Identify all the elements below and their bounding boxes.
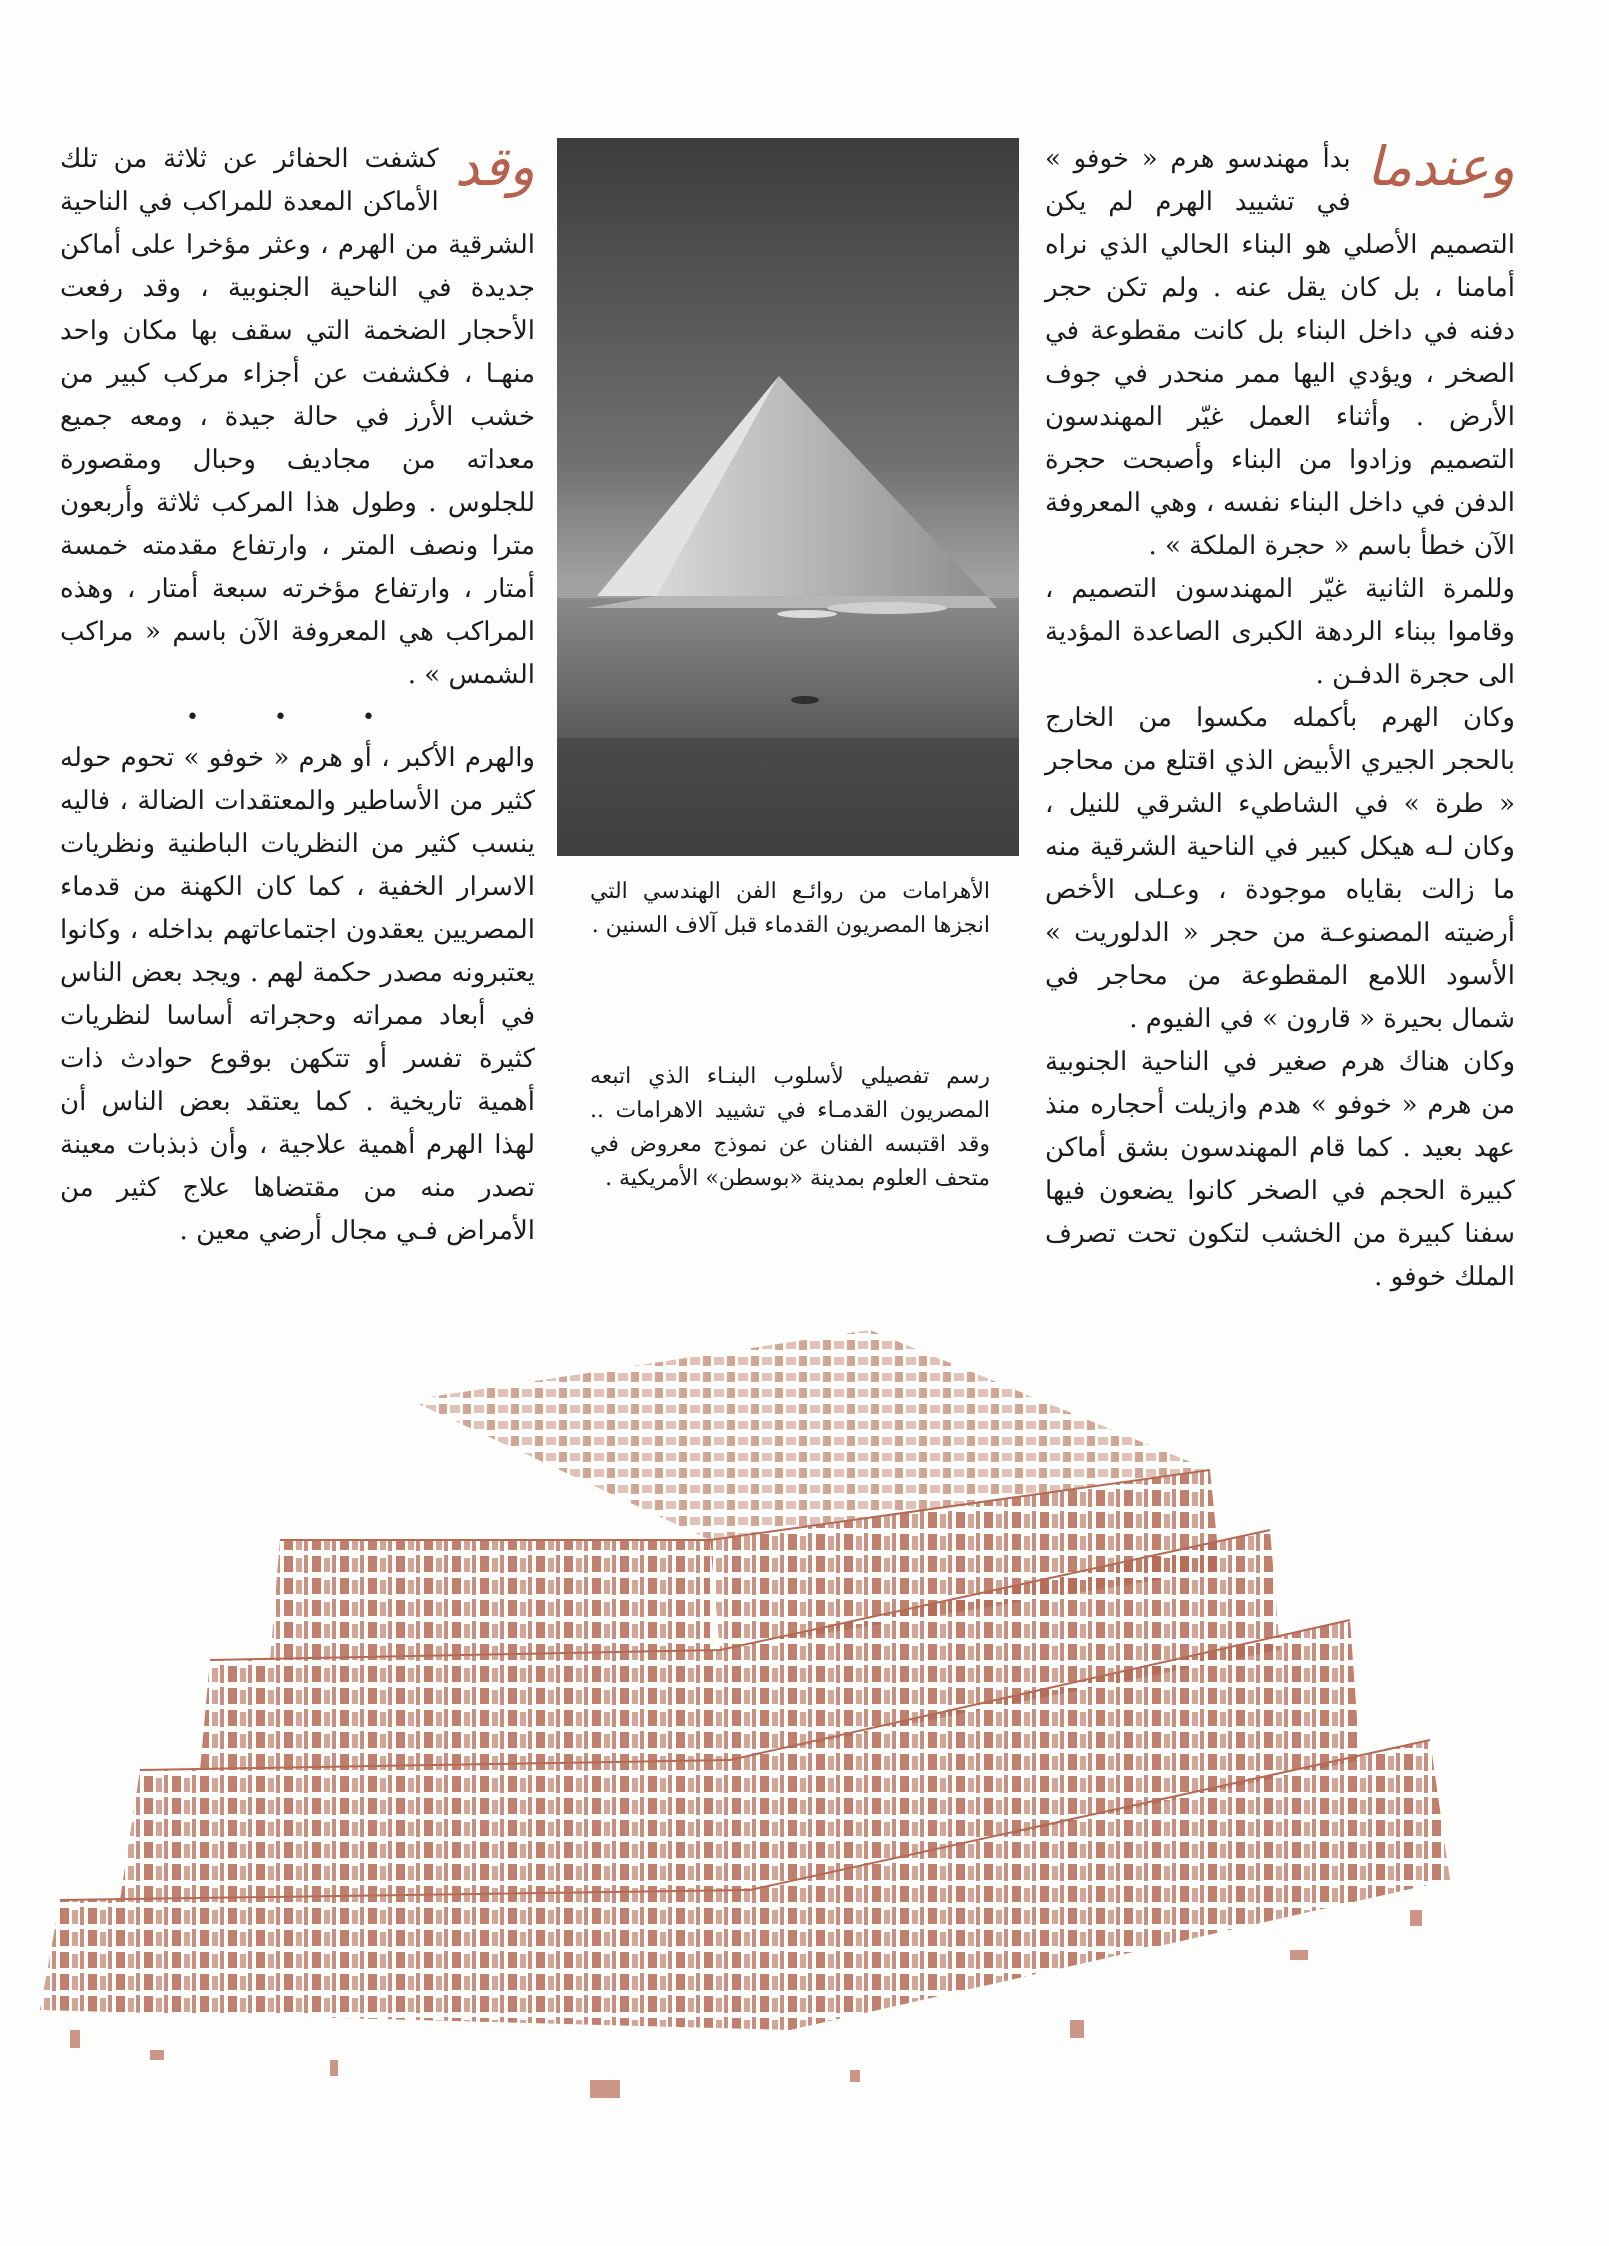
paragraph: وكان الهرم بأكمله مكسوا من الخارج بالحجر الجيري الأبيض الذي اقتلع من محاجر « طرة » في الشاطيء الشرقي للنيل ، وكان لـه هيكل كبير في الناحية الشرقية منه ما زالت بقاياه موجودة ، وعـلى الأخص أرضيته المصنوعـة من حجر « الدلوريت » الأسود اللامع المقطوعة من محاجر في شمال بحيرة « قارون » في الفيوم . [1045, 703, 1515, 1034]
photo-caption: الأهرامات من روائـع الفن الهندسي التي انجزها المصريون القدماء قبل آلاف السنين . [590, 879, 990, 938]
left-text-column [60, 135, 535, 1253]
paragraph: وللمرة الثانية غيّر المهندسون التصميم ، وقاموا ببناء الردهة الكبرى الصاعدة المؤدية الى حجرة الدفـن . [1045, 574, 1515, 690]
paragraph: والهرم الأكبر ، أو هرم « خوفو » تحوم حوله كثير من الأساطير والمعتقدات الضالة ، فاليه ينسب كثير من النظريات الباطنية ونظريات الاسرار الخفية ، كما كان الكهنة من قدماء المصريين يعقدون اجتماعاتهم بداخله ، وكانوا يعتبرونه مصدر حكمة لهم . ويجد بعض الناس في أبعاد ممراته وحجراته أساسا لنظريات كثيرة تفسر أو تتكهن بوقوع حوادث ذات أهمية تاريخية . كما يعتقد بعض الناس أن لهذا الهرم أهمية علاجية ، وأن ذبذبات معينة تصدر منه من مقتضاها علاج كثير من الأمراض فـي مجال أرضي معين . [60, 743, 535, 1246]
drawing-caption: رسم تفصيلي لأسلوب البنـاء الذي اتبعه المصريون القدمـاء في تشييد الاهرامات .. وقد اقتبسه الفنان عن نموذج معروض في متحف العلوم بمدينة «بوسطن» الأمريكية . [590, 1064, 990, 1191]
pyramid-photo [557, 138, 1019, 856]
paragraph: كشفت الحفائر عن ثلاثة من تلك الأماكن المعدة للمراكب في الناحية الشرقية من الهرم ، وعثر مؤخرا على أماكن جديدة في الناحية الجنوبية ، وقد رفعت الأحجار الضخمة التي سقف بها مكان واحد منهـا ، فكشفت عن أجزاء مركب كبير من خشب الأرز في حالة جيدة ، ومعه جميع معداته من مجاديف وحبال ومقصورة للجلوس . وطول هذا المركب ثلاثة وأربعون مترا ونصف المتر ، وارتفاع مقدمته خمسة أمتار ، وارتفاع مؤخرته سبعة أمتار ، وهذه المراكب هي المعروفة الآن باسم « مراكب الشمس » . [60, 144, 535, 690]
separator-dots: • • • [186, 705, 409, 730]
dropcap-left: وقد [454, 135, 535, 198]
pyramid-construction-drawing [30, 1290, 1500, 2190]
dropcap-right: وعندما [1366, 135, 1515, 198]
right-text-column [1045, 135, 1515, 1299]
paragraph: بدأ مهندسو هرم « خوفو » في تشييد الهرم لم يكن التصميم الأصلي هو البناء الحالي الذي نراه أمامنا ، بل كان يقل عنه . ولم تكن حجر دفنه في داخل البناء بل كانت مقطوعة في الصخر ، ويؤدي اليها ممر منحدر في جوف الأرض . وأثناء العمل غيّر المهندسون التصميم وزادوا من البناء وأصبحت حجرة الدفن في داخل البناء نفسه ، وهي المعروفة الآن خطأ باسم « حجرة الملكة » . [1045, 144, 1515, 561]
paragraph: وكان هناك هرم صغير في الناحية الجنوبية من هرم « خوفو » هدم وازيلت أحجاره منذ عهد بعيد . كما قام المهندسون بشق أماكن كبيرة الحجم في الصخر كانوا يضعون فيها سفنا كبيرة من الخشب لتكون تحت تصرف الملك خوفو . [1045, 1047, 1515, 1292]
